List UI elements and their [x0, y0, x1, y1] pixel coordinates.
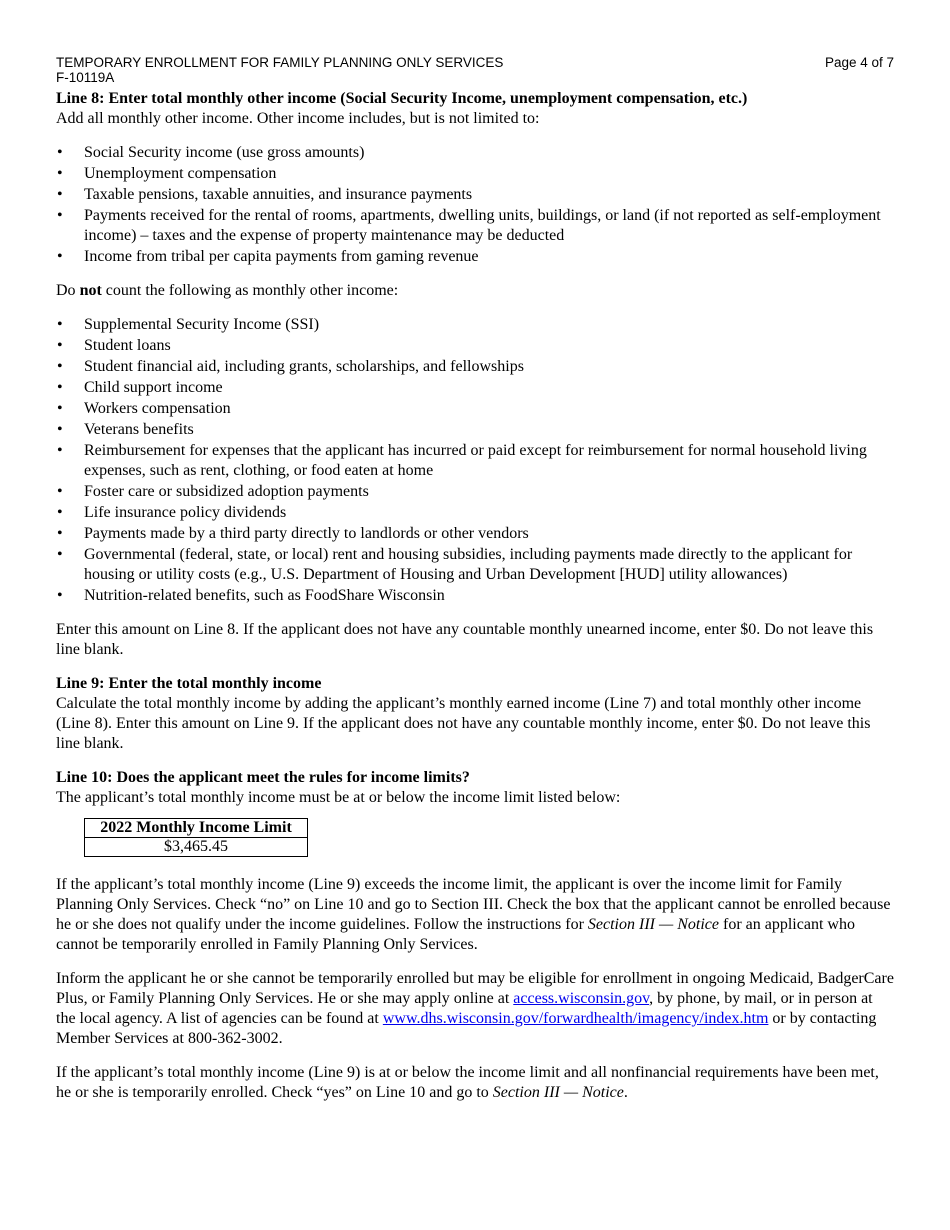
page	[56, 55, 894, 1103]
access-wisconsin-link[interactable]: access.wisconsin.gov	[513, 990, 650, 1007]
enrolled-paragraph: If the applicant’s total monthly income (Line 9) is at or below the income limit and all nonfinancial requirements have been met, he or she is temporarily enrolled. Check “yes” on Line 10 and go to Section III — Notice.	[56, 1064, 879, 1101]
list-item: • Payments made by a third party directly to landlords or other vendors	[56, 524, 894, 544]
list-item: • Life insurance policy dividends	[56, 503, 894, 523]
income-limit-header: 2022 Monthly Income Limit	[85, 819, 308, 838]
line10-heading: Line 10: Does the applicant meet the rules for income limits?	[56, 769, 470, 786]
page-number: Page 4 of 7	[824, 55, 894, 70]
list-item: • Student financial aid, including grants, scholarships, and fellowships	[56, 357, 894, 377]
income-includes-list	[56, 143, 894, 267]
list-item: • Governmental (federal, state, or local) rent and housing subsidies, including payments made directly to the applicant for housing or utility costs (e.g., U.S. Department of Housing and Urban Development [HUD] utility allowances)	[56, 545, 894, 585]
form-number: F-10119A	[56, 70, 115, 85]
page-header	[56, 55, 894, 85]
list-item: • Payments received for the rental of rooms, apartments, dwelling units, buildings, or land (if not reported as self-employment income) – taxes and the expense of property maintenance may be deducted	[56, 206, 894, 246]
over-limit-paragraph: If the applicant’s total monthly income (Line 9) exceeds the income limit, the applicant is over the income limit for Family Planning Only Services. Check “no” on Line 10 and go to Section III. Check the box that the applicant cannot be enrolled because he or she does not qualify under the income guidelines. Follow the instructions for Section III — Notice for an applicant who cannot be temporarily enrolled in Family Planning Only Services.	[56, 876, 891, 953]
list-item: • Taxable pensions, taxable annuities, and insurance payments	[56, 185, 894, 205]
line9-heading: Line 9: Enter the total monthly income	[56, 675, 322, 692]
list-item: • Reimbursement for expenses that the applicant has incurred or paid except for reimbursement for normal household living expenses, such as rent, clothing, or food eaten at home	[56, 441, 894, 481]
list-item: • Nutrition-related benefits, such as FoodShare Wisconsin	[56, 586, 894, 606]
line8-intro: Add all monthly other income. Other income includes, but is not limited to:	[56, 110, 540, 127]
inform-paragraph: Inform the applicant he or she cannot be temporarily enrolled but may be eligible for enrollment in ongoing Medicaid, BadgerCare Plus, or Family Planning Only Services. He or she may apply online at access.wisconsin.gov, by phone, by mail, or in person at the local agency. A list of agencies can be found at www.dhs.wisconsin.gov/forwardhealth/imagency/index.htm or by contacting Member Services at 800-362-3002.	[56, 970, 894, 1047]
form-title: TEMPORARY ENROLLMENT FOR FAMILY PLANNING ONLY SERVICES	[56, 55, 504, 70]
line8-closing: Enter this amount on Line 8. If the applicant does not have any countable monthly unearned income, enter $0. Do not leave this line blank.	[56, 621, 874, 658]
income-limit-table	[84, 818, 308, 857]
line8-heading: Line 8: Enter total monthly other income (Social Security Income, unemployment compensation, etc.)	[56, 90, 748, 107]
document-body	[56, 89, 894, 1103]
line10-intro: The applicant’s total monthly income must be at or below the income limit listed below:	[56, 789, 621, 806]
list-item: • Workers compensation	[56, 399, 894, 419]
agency-list-link[interactable]: www.dhs.wisconsin.gov/forwardhealth/imagency/index.htm	[382, 1010, 769, 1027]
list-item: • Income from tribal per capita payments from gaming revenue	[56, 247, 894, 267]
list-item: • Supplemental Security Income (SSI)	[56, 315, 894, 335]
list-item: • Student loans	[56, 336, 894, 356]
list-item: • Unemployment compensation	[56, 164, 894, 184]
income-excludes-list	[56, 315, 894, 606]
list-item: • Social Security income (use gross amounts)	[56, 143, 894, 163]
exclude-intro: Do not count the following as monthly other income:	[56, 282, 399, 299]
list-item: • Foster care or subsidized adoption payments	[56, 482, 894, 502]
list-item: • Veterans benefits	[56, 420, 894, 440]
income-limit-value: $3,465.45	[85, 838, 308, 857]
list-item: • Child support income	[56, 378, 894, 398]
line9-text: Calculate the total monthly income by adding the applicant’s monthly earned income (Line 7) and total monthly other income (Line 8). Enter this amount on Line 9. If the applicant does not have any countable monthly income, enter $0. Do not leave this line blank.	[56, 695, 871, 752]
